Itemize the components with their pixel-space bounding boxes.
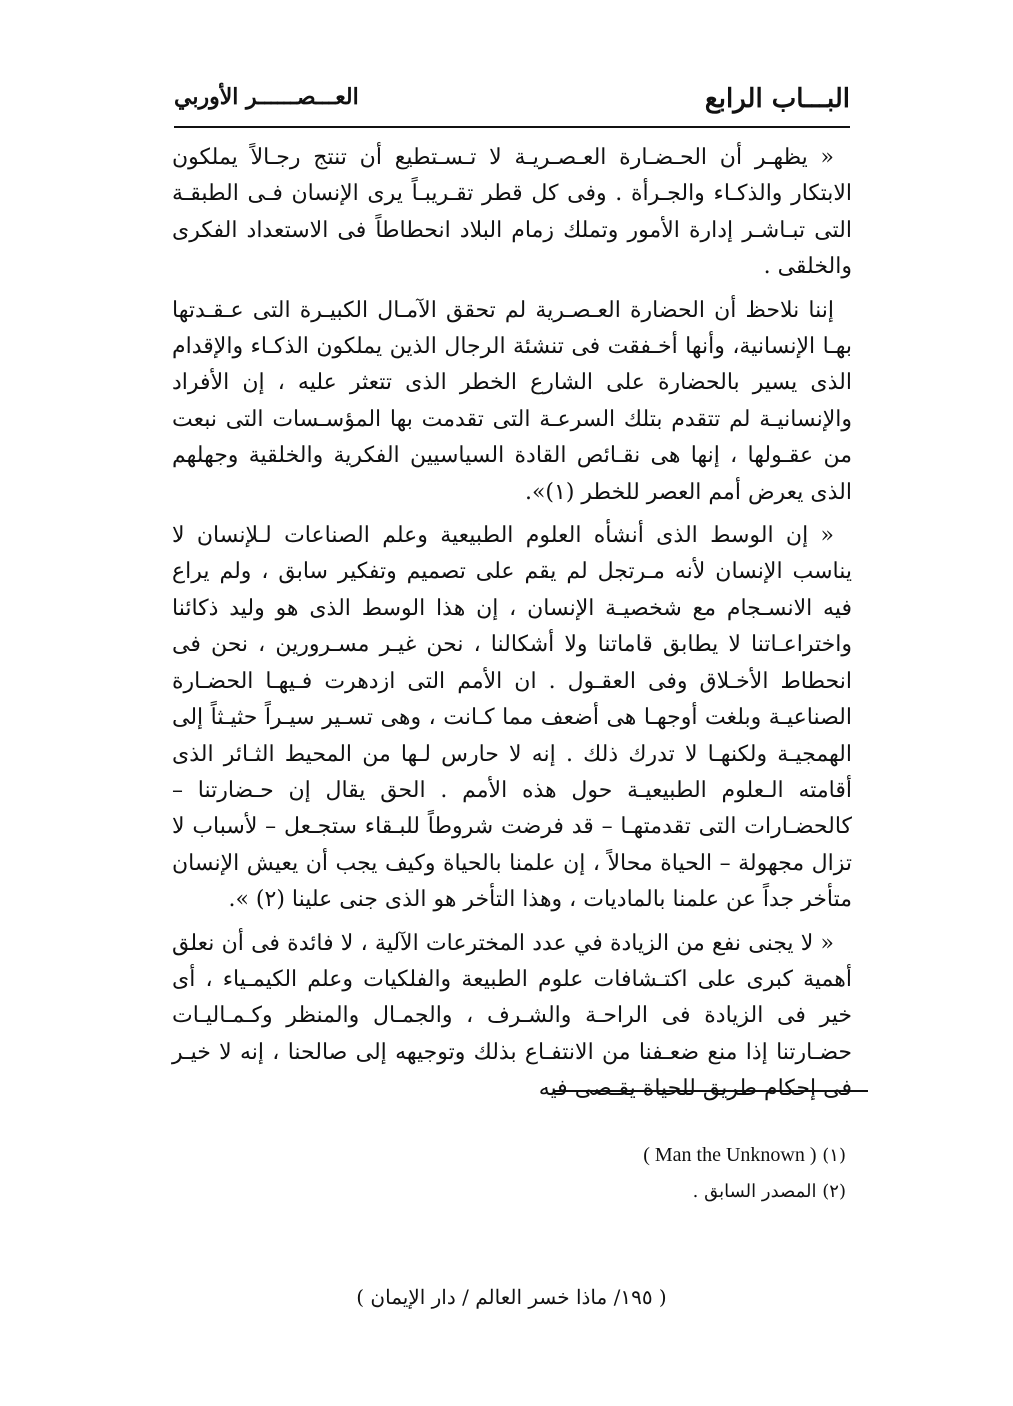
paragraph-4: « لا يجنى نفع من الزيادة في عدد المخترعات الآلية ، لا فائدة فى أن نعلق أهمية كبرى على اكتـشافات علوم الطبيعة والفلكيات وعلم الكيمـياء ، أى خير فى الزيادة فى الراحـة والشـرف ، والجمـال والمنظر وكـمـاليـات حضـارتنا إذا منع ضعـفنا من الانتفـاع بذلك وتوجيهه إلى صالحنا ، إنه لا خيـر فى إحكام طريق للحياة يقـصى فيه — [172, 930, 852, 1102]
chapter-title: البـــاب الرابع — [704, 84, 850, 114]
footnote-1-number: (١) — [822, 1145, 846, 1166]
paragraph-2: إننا نلاحظ أن الحضارة العـصـرية لم تحقق الآمـال الكبيـرة التى عـقـدتها بهـا الإنسانية، وأنها أخـفقت فى تنشئة الرجال الذين يملكون الذكـاء والإقدام الذى يسير بالحضارة على الشارع الخطر الذى تتعثر عليه ، إن الأفراد والإنسانيـة لم تتقدم بتلك السرعـة التى تقدمت بها المؤسـسات التى نبعت من عقـولها ، إنها هى نقـائص القادة السياسيين الفكرية والخلقية وجهلهم الذى يعرض أمم العصر للخطر (١)». — [172, 297, 852, 505]
footnote-1 — [560, 1144, 846, 1167]
footnotes — [560, 1144, 846, 1216]
footnote-2-text: المصدر السابق . — [692, 1181, 817, 1202]
page-footer: ( ١٩٥/ ماذا خسر العالم / دار الإيمان ) — [356, 1285, 667, 1309]
body-text — [172, 140, 852, 1115]
running-header — [174, 82, 850, 122]
footnote-rule — [553, 1090, 868, 1092]
footnote-2 — [560, 1181, 846, 1202]
header-rule — [174, 126, 850, 128]
paragraph-1: « يظهـر أن الحـضـارة العـصـريـة لا تـسـتطيع أن تنتج رجـالاً يملكون الابتكار والذكـاء والجـرأة . وفى كل قطر تقـريبـاً يرى الإنسان فـى الطبقـة التى تبـاشـر إدارة الأمور وتملك زمام البلاد انحطاطاً فى الاستعداد الفكرى والخلقى . — [172, 145, 852, 280]
section-title: العـــصــــــر الأوربي — [174, 84, 359, 110]
paragraph-3: « إن الوسط الذى أنشأه العلوم الطبيعية وعلم الصناعات لـلإنسان لا يناسب الإنسان لأنه مـرتجل لم يقم على تصميم وتفكير سابق ، ولم يراع فيه الانسـجام مع شخصيـة الإنسان ، إن هذا الوسط الذى هو وليد ذكائنا واختراعـاتنا لا يطابق قاماتنا ولا أشكالنا ، نحن غيـر مسـرورين ، نحن فى انحطاط الأخـلاق وفى العقـول . ان الأمم التى ازدهرت فـيهـا الحضـارة الصناعيـة وبلغت أوجهـا هى أضعف مما كـانت ، وهى تسـير سيـراً حثيـثاً إلى الهمجيـة ولكنهـا لا تدرك ذلك . إنه لا حارس لـها من المحيط الثـائر الذى أقامته الـعلوم الطبيعيـة حول هذه الأمم . الحق يقال إن حـضارتنا – كالحضـارات التى تقدمتهـا – قد فرضت شروطاً للبـقاء ستجـعل – لأسباب لا تزال مجهولة – الحياة محالاً ، إن علمنا بالحياة وكيف يجب أن يعيش الإنسان متأخر جداً عن علمنا بالماديات ، وهذا التأخر هو الذى جنى علينا (٢) ». — [172, 523, 852, 913]
footnote-1-text: ( Man the Unknown ) — [643, 1144, 817, 1166]
footnote-2-number: (٢) — [822, 1181, 846, 1202]
